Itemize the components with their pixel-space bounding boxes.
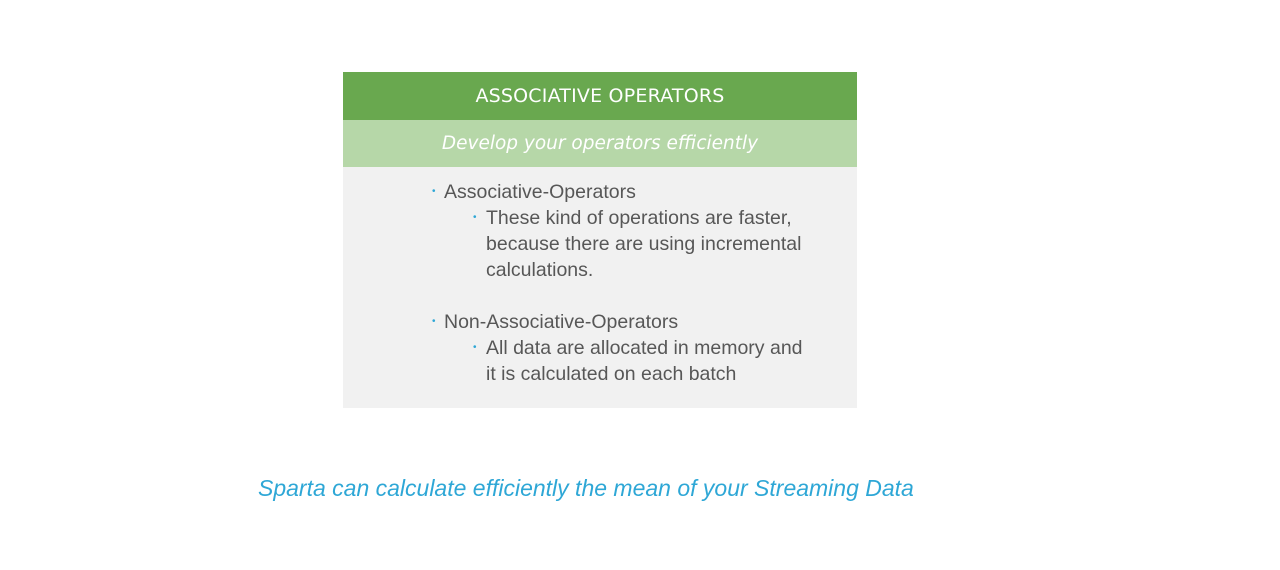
list-item-associative: Associative-Operators — [444, 181, 636, 203]
operators-card — [343, 72, 857, 408]
list-subitem-non-associative: All data are allocated in memory and it is calculated on each batch — [486, 337, 803, 385]
footer-caption: Sparta can calculate efficiently the mean of your Streaming Data — [258, 475, 914, 501]
card-title: ASSOCIATIVE OPERATORS — [343, 72, 857, 120]
bullet-dot-icon: • — [432, 186, 436, 197]
card-subtitle: Develop your operators efficiently — [343, 120, 857, 167]
bullet-dot-icon: • — [432, 316, 436, 327]
list-subitem-associative: These kind of operations are faster, because there are using incremental calculations. — [486, 207, 802, 281]
bullet-dot-icon: • — [473, 212, 477, 223]
bullet-dot-icon: • — [473, 342, 477, 353]
list-item-non-associative: Non-Associative-Operators — [444, 311, 679, 333]
